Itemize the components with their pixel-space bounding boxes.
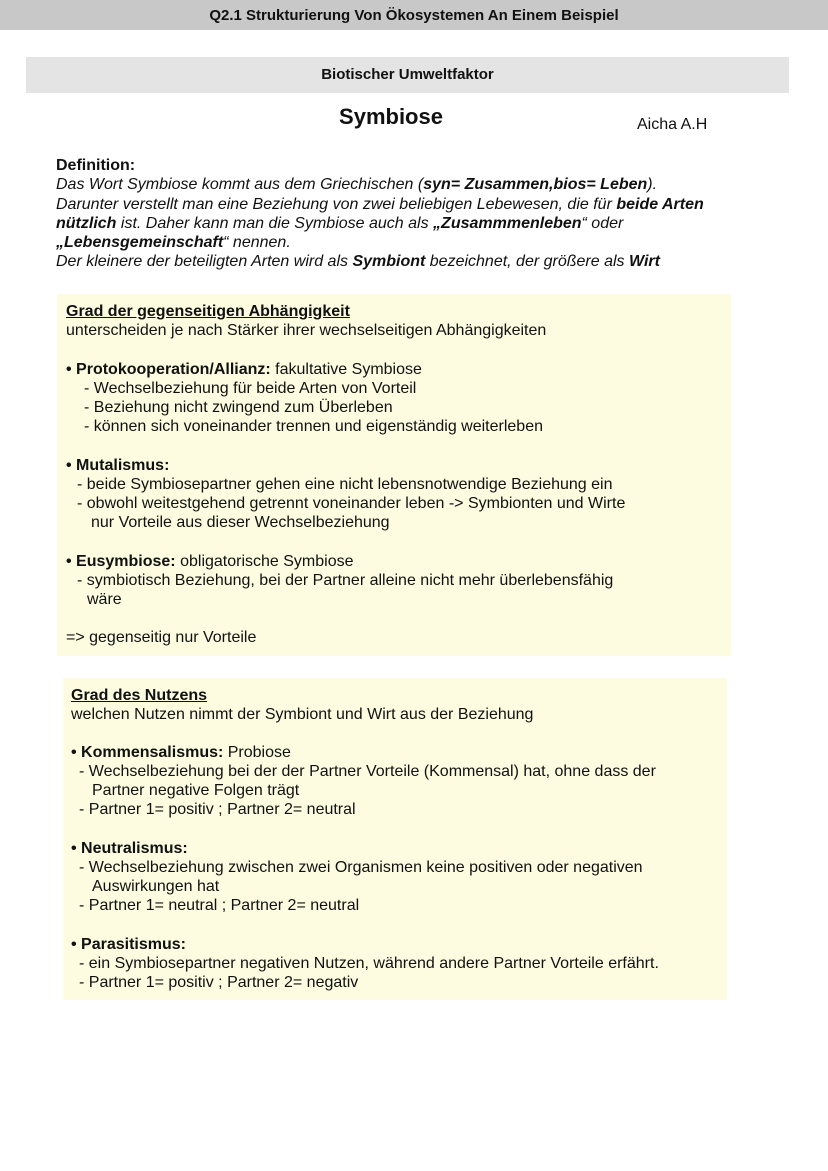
- kommensalismus-point-1-cont: Partner negative Folgen trägt: [92, 782, 300, 799]
- section-header-bar: [26, 57, 789, 93]
- protokooperation-point-3: - können sich voneinander trennen und eigenständig weiterleben: [84, 418, 543, 435]
- author-name: Aicha A.H: [637, 116, 708, 133]
- definition-line-1: Das Wort Symbiose kommt aus dem Griechischen (syn= Zusammen,bios= Leben).: [56, 176, 658, 194]
- nutzen-title: Grad des Nutzens: [71, 687, 208, 704]
- eusymbiose-point-1-cont: wäre: [87, 591, 122, 608]
- neutralismus-point-1-cont: Auswirkungen hat: [92, 878, 220, 895]
- definition-line-3: nützlich ist. Daher kann man die Symbiose auch als „Zusammmenleben“ oder: [56, 214, 624, 232]
- kommensalismus-point-1: - Wechselbeziehung bei der der Partner Vorteile (Kommensal) hat, ohne dass der: [79, 763, 656, 780]
- mutalismus-point-2: - obwohl weitestgehend getrennt voneinander leben -> Symbionten und Wirte: [77, 495, 626, 512]
- neutralismus-point-1: - Wechselbeziehung zwischen zwei Organismen keine positiven oder negativen: [79, 859, 643, 876]
- parasitismus-point-2: - Partner 1= positiv ; Partner 2= negativ: [79, 974, 359, 991]
- definition-block: [56, 156, 756, 272]
- definition-line-4: „Lebensgemeinschaft“ nennen.: [56, 234, 291, 252]
- definition-heading: Definition:: [56, 157, 136, 174]
- nutzen-subtitle: welchen Nutzen nimmt der Symbiont und Wirt aus der Beziehung: [71, 706, 534, 723]
- neutralismus-item: • Neutralismus:: [71, 840, 188, 857]
- parasitismus-point-1: - ein Symbiosepartner negativen Nutzen, während andere Partner Vorteile erfährt.: [79, 955, 659, 972]
- kommensalismus-item: • Kommensalismus: Probiose: [71, 744, 291, 761]
- parasitismus-item: • Parasitismus:: [71, 936, 186, 953]
- kommensalismus-point-2: - Partner 1= positiv ; Partner 2= neutral: [79, 801, 356, 818]
- abhaengigkeit-title: Grad der gegenseitigen Abhängigkeit: [66, 303, 350, 320]
- abhaengigkeit-subtitle: unterscheiden je nach Stärker ihrer wechselseitigen Abhängigkeiten: [66, 322, 547, 339]
- abhaengigkeit-box: [57, 294, 731, 656]
- neutralismus-point-2: - Partner 1= neutral ; Partner 2= neutral: [79, 897, 360, 914]
- protokooperation-point-2: - Beziehung nicht zwingend zum Überleben: [84, 399, 393, 416]
- eusymbiose-item: • Eusymbiose: obligatorische Symbiose: [66, 553, 354, 570]
- protokooperation-point-1: - Wechselbeziehung für beide Arten von Vorteil: [84, 380, 417, 397]
- nutzen-box: [63, 678, 727, 1000]
- top-header-title: Q2.1 Strukturierung Von Ökosystemen An Einem Beispiel: [209, 7, 619, 24]
- mutalismus-item: • Mutalismus:: [66, 457, 170, 474]
- mutalismus-point-1: - beide Symbiosepartner gehen eine nicht lebensnotwendige Beziehung ein: [77, 476, 613, 493]
- section-header-title: Biotischer Umweltfaktor: [321, 66, 494, 83]
- definition-line-2: Darunter verstellt man eine Beziehung von zwei beliebigen Lebewesen, die für beide Arten: [56, 195, 704, 213]
- abhaengigkeit-conclusion: => gegenseitig nur Vorteile: [66, 629, 257, 646]
- document-title: Symbiose: [339, 104, 443, 129]
- definition-line-5: Der kleinere der beteiligten Arten wird als Symbiont bezeichnet, der größere als Wirt: [56, 253, 660, 271]
- top-header-bar: [0, 0, 828, 30]
- mutalismus-point-2-cont: nur Vorteile aus dieser Wechselbeziehung: [91, 514, 390, 531]
- protokooperation-item: • Protokooperation/Allianz: fakultative Symbiose: [66, 361, 422, 378]
- eusymbiose-point-1: - symbiotisch Beziehung, bei der Partner alleine nicht mehr überlebensfähig: [77, 572, 614, 589]
